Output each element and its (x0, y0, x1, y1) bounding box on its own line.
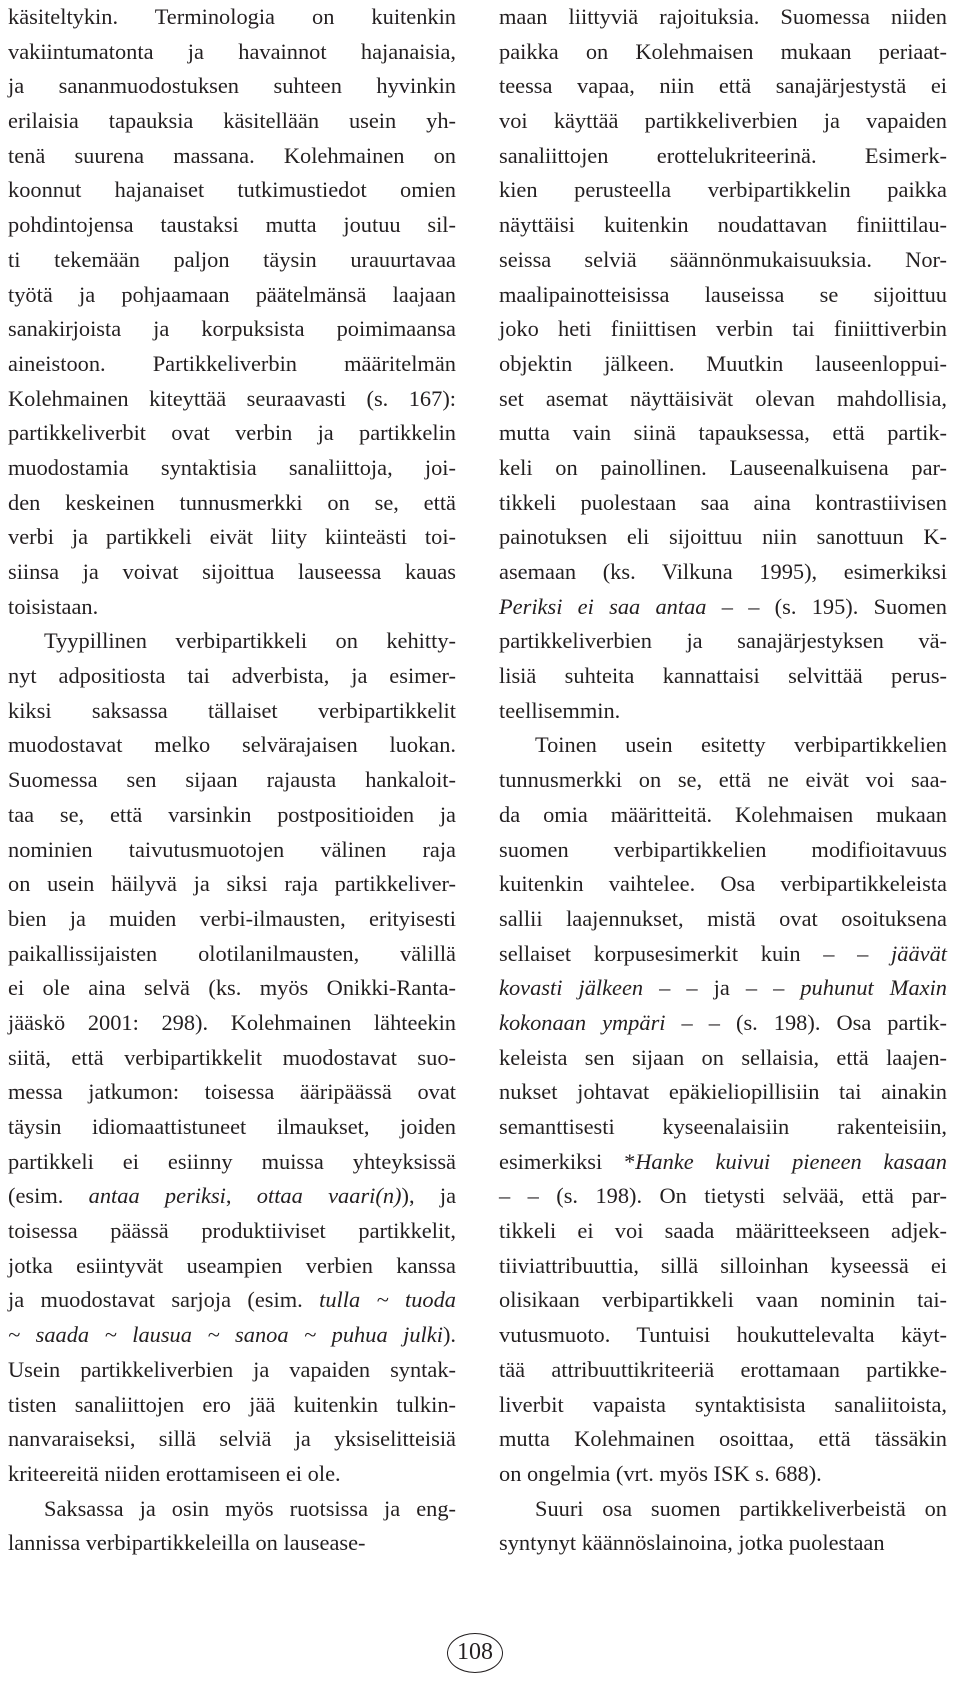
text-line (499, 694, 947, 729)
text-run: on usein häilyvä ja siksi raja partikkeliver- (8, 871, 456, 897)
text-run: kiksi saksassa tällaiset verbipartikkelit (8, 697, 456, 723)
text-line (499, 1492, 947, 1527)
text-run: – – (s. 198). Osa partik- (665, 1009, 947, 1035)
italic-example: ~ saada ~ lausua ~ sanoa ~ puhua julki (8, 1322, 443, 1348)
text-line (8, 694, 456, 729)
text-run: maan liittyviä rajoituksia. Suomessa niiden (499, 4, 947, 29)
text-line (499, 451, 947, 486)
text-run: toisistaan. (8, 593, 99, 619)
text-line (499, 1179, 947, 1214)
text-run: – – ja – – (643, 975, 801, 1001)
text-run: olisikaan verbipartikkeli vaan nominin tai- (499, 1287, 947, 1313)
text-run: ja sananmuodostuksen suhteen hyvinkin (8, 73, 456, 99)
text-run: liverbit vapaista syntaktisista sanaliitoista, (499, 1391, 947, 1417)
text-line (499, 35, 947, 70)
text-line (8, 1492, 456, 1527)
text-line (8, 243, 456, 278)
text-line (8, 382, 456, 417)
text-line (8, 0, 456, 35)
text-line (8, 1457, 456, 1492)
text-run: nominien taivutusmuotojen välinen raja (8, 836, 456, 862)
text-run: Tyypillinen verbipartikkeli on kehitty- (44, 628, 456, 654)
text-line (499, 902, 947, 937)
text-line (8, 312, 456, 347)
text-line (499, 763, 947, 798)
text-line (8, 659, 456, 694)
text-run: asemaan (ks. Vilkuna 1995), esimerkiksi (499, 559, 947, 584)
italic-example: ottaa vaari(n) (256, 1183, 402, 1209)
text-line (8, 35, 456, 70)
text-line (499, 104, 947, 139)
text-run: (esim. (8, 1183, 89, 1209)
page-number: 108 (447, 1633, 503, 1673)
text-run: lannissa verbipartikkeleilla on lausease- (8, 1530, 366, 1556)
text-line (499, 555, 947, 590)
text-run: ). (442, 1322, 456, 1348)
text-run: nanvaraiseksi, sillä selviä ja yksiselitteisiä (8, 1426, 456, 1452)
text-run: teellisemmin. (499, 697, 621, 723)
text-run: den keskeinen tunnusmerkki on se, että (8, 489, 456, 515)
text-run: koonnut hajanaiset tutkimustiedot omien (8, 177, 456, 203)
text-line (499, 798, 947, 833)
text-line (8, 486, 456, 521)
italic-example: antaa periksi (88, 1183, 226, 1209)
text-line (499, 382, 947, 417)
text-run: nyt adpositiosta tai adverbista, ja esimer- (8, 663, 456, 689)
left-column (8, 0, 456, 1561)
text-line (8, 520, 456, 555)
text-line (499, 0, 947, 35)
text-run: tikkeli puolestaan saa aina kontrastiivisen (499, 489, 947, 515)
text-run: esimerkiksi * (499, 1148, 636, 1174)
text-run: sallii laajennukset, mistä ovat osoituksena (499, 905, 947, 931)
italic-example: puhunut Maxin (800, 975, 948, 1001)
text-run: tikkeli ei voi saada määritteekseen adjek- (499, 1218, 947, 1244)
text-run: sanaliittojen erottelukriteerinä. Esimerk- (499, 142, 947, 168)
text-line (8, 1145, 456, 1180)
text-run: bien ja muiden verbi-ilmausten, erityisesti (8, 905, 456, 931)
text-run: verbi ja partikkeli eivät liity kiinteästi toi- (8, 524, 456, 550)
text-run: kriteereitä niiden erottamiseen ei ole. (8, 1460, 341, 1486)
text-line (499, 1353, 947, 1388)
italic-example: Periksi ei saa antaa (499, 593, 707, 619)
text-run: paikallissijaisten olotilanilmausten, välillä (8, 940, 456, 966)
text-run: suomen verbipartikkelien modifioitavuus (499, 836, 947, 862)
text-line (499, 278, 947, 313)
text-run: erilaisia tapauksia käsitellään usein yh- (8, 108, 456, 134)
text-line (8, 1110, 456, 1145)
text-line (499, 590, 947, 625)
text-line (499, 312, 947, 347)
text-run: täysin idiomaattistuneet ilmaukset, joiden (8, 1114, 456, 1139)
text-run: ei ole aina selvä (ks. myös Onikki-Ranta- (8, 975, 456, 1001)
text-run: Usein partikkeliverbien ja vapaiden syntak- (8, 1356, 456, 1382)
text-run: Kolehmainen kiteyttää seuraavasti (s. 167): (8, 385, 456, 411)
italic-example: kovasti jälkeen (499, 975, 644, 1001)
text-run: työtä ja pohjaamaan päätelmänsä laajaan (8, 281, 456, 307)
text-line (8, 1249, 456, 1284)
text-line (8, 1006, 456, 1041)
text-line (499, 1249, 947, 1284)
text-line (499, 486, 947, 521)
text-line (8, 1075, 456, 1110)
text-run: jotka esiintyvät useampien verbien kanssa (8, 1252, 456, 1278)
text-run: siitä, että verbipartikkelit muodostavat suo- (8, 1044, 456, 1070)
text-run: semanttisesti kyseenalaisiin rakenteisiin, (499, 1114, 947, 1139)
italic-example: Hanke kuivui pieneen kasaan (635, 1148, 947, 1174)
text-run: paikka on Kolehmaisen mukaan periaat- (499, 38, 947, 64)
text-run: objektin jälkeen. Muutkin lauseenloppui- (499, 350, 947, 376)
text-run: Toinen usein esitetty verbipartikkelien (535, 732, 947, 758)
text-line (8, 208, 456, 243)
text-run: muodostamia syntaktisia sanaliittoja, joi- (8, 454, 456, 480)
text-line (499, 243, 947, 278)
text-line (499, 833, 947, 868)
text-line (8, 1179, 456, 1214)
text-line (499, 937, 947, 972)
text-run: seissa selviä säännönmukaisuuksia. Nor- (499, 246, 947, 272)
text-line (8, 728, 456, 763)
text-line (8, 1526, 456, 1561)
text-line (8, 416, 456, 451)
text-run: tenä suurena massana. Kolehmainen on (8, 142, 456, 168)
text-run: tää attribuuttikriteeriä erottamaan partikke- (499, 1356, 947, 1382)
text-line (8, 1214, 456, 1249)
text-run: sellaiset korpusesimerkit kuin – – (499, 940, 892, 966)
text-line (499, 971, 947, 1006)
text-run: käsiteltykin. Terminologia on kuitenkin (8, 4, 456, 29)
text-line (499, 659, 947, 694)
text-line (8, 1353, 456, 1388)
text-line (8, 555, 456, 590)
text-line (8, 173, 456, 208)
text-line (499, 1110, 947, 1145)
text-run: siinsa ja voivat sijoittua lauseessa kauas (8, 559, 456, 584)
text-line (499, 1041, 947, 1076)
text-line (499, 69, 947, 104)
italic-example: jäävät (891, 940, 947, 966)
text-line (8, 69, 456, 104)
text-run: keli on painollinen. Lauseenalkuisena par- (499, 454, 947, 480)
text-run: taa se, että varsinkin postpositioiden ja (8, 801, 456, 827)
text-run: keleista sen sijaan on sellaisia, että laajen- (499, 1044, 947, 1070)
text-line (8, 1318, 456, 1353)
text-run: da omia määritteitä. Kolehmaisen mukaan (499, 801, 947, 827)
text-line (499, 1526, 947, 1561)
text-line (8, 104, 456, 139)
text-line (499, 139, 947, 174)
text-run: jääskö 2001: 298). Kolehmainen lähteekin (8, 1009, 456, 1035)
text-run: partikkeli ei esiinny muissa yhteyksissä (8, 1148, 456, 1174)
text-run: painotuksen eli sijoittuu niin sanottuun K- (499, 524, 947, 550)
text-line (499, 1075, 947, 1110)
right-column (499, 0, 947, 1561)
text-line (8, 937, 456, 972)
text-run: partikkeliverbien ja sanajärjestyksen vä- (499, 628, 947, 654)
text-line (8, 590, 456, 625)
text-run: Suomessa sen sijaan rajausta hankaloit- (8, 767, 456, 793)
text-run: näyttäisi kuitenkin noudattavan finiittilau- (499, 212, 947, 238)
text-run: sanakirjoista ja korpuksista poimimaansa (8, 316, 456, 342)
text-line (8, 902, 456, 937)
text-line (499, 416, 947, 451)
text-line (499, 208, 947, 243)
text-run: ja muodostavat sarjoja (esim. (8, 1287, 320, 1313)
text-line (499, 624, 947, 659)
text-line (8, 798, 456, 833)
text-line (8, 867, 456, 902)
text-line (499, 173, 947, 208)
text-line (8, 1388, 456, 1423)
text-run: ti tekemään paljon täysin urauurtavaa (8, 246, 456, 272)
text-run: messa jatkumon: toisessa ääripäässä ovat (8, 1079, 456, 1105)
text-line (499, 1283, 947, 1318)
text-line (499, 1214, 947, 1249)
text-line (8, 278, 456, 313)
text-run: – – (s. 198). On tietysti selvää, että par- (499, 1183, 947, 1209)
text-run: tiiviattribuuttia, sillä silloinhan kyseessä ei (499, 1252, 947, 1278)
text-run: kuitenkin vaihtelee. Osa verbipartikkeleista (499, 871, 947, 897)
text-run: teessa vapaa, niin että sanajärjestystä ei (499, 73, 947, 99)
text-line (499, 1006, 947, 1041)
text-run: lisiä suhteita kannattaisi selvittää perus- (499, 663, 947, 689)
text-run: tisten sanaliittojen ero jää kuitenkin tulkin- (8, 1391, 456, 1417)
text-run: aineistoon. Partikkeliverbin määritelmän (8, 350, 456, 376)
text-line (8, 763, 456, 798)
text-line (8, 347, 456, 382)
text-run: kien perusteella verbipartikkelin paikka (499, 177, 947, 203)
text-line (8, 1283, 456, 1318)
text-run: partikkeliverbit ovat verbin ja partikkelin (8, 420, 456, 446)
text-run: tunnusmerkki on se, että ne eivät voi saa- (499, 767, 947, 793)
text-run: ), ja (401, 1183, 457, 1209)
text-line (499, 1145, 947, 1180)
text-run: vakiintumatonta ja havainnot hajanaisia, (8, 38, 456, 64)
text-run: muodostavat melko selvärajaisen luokan. (8, 732, 456, 758)
text-line (8, 1422, 456, 1457)
text-run: – – (s. 195). Suomen (706, 593, 947, 619)
text-line (499, 1388, 947, 1423)
text-run: mutta vain siinä tapauksessa, että partik- (499, 420, 947, 446)
text-run: Suuri osa suomen partikkeliverbeistä on (535, 1495, 947, 1521)
text-line (499, 1318, 947, 1353)
text-line (499, 728, 947, 763)
text-run: , (225, 1183, 257, 1209)
text-run: pohdintojensa taustaksi mutta joutuu sil- (8, 212, 456, 238)
text-run: voi käyttää partikkeliverbien ja vapaiden (499, 108, 947, 134)
text-run: toisessa päässä produktiiviset partikkelit, (8, 1218, 456, 1244)
text-line (499, 347, 947, 382)
text-line (499, 1457, 947, 1492)
text-line (8, 451, 456, 486)
text-line (8, 624, 456, 659)
text-run: Saksassa ja osin myös ruotsissa ja eng- (44, 1495, 456, 1521)
text-run: set asemat näyttäisivät olevan mahdollisia, (499, 385, 947, 411)
italic-example: tulla ~ tuoda (319, 1287, 456, 1313)
text-line (8, 971, 456, 1006)
text-run: maalipainotteisissa lauseissa se sijoittuu (499, 281, 947, 307)
text-line (499, 520, 947, 555)
text-run: joko heti finiittisen verbin tai finiittiverbin (499, 316, 947, 342)
text-run: nukset johtavat epäkieliopillisiin tai ainakin (499, 1079, 947, 1105)
text-line (499, 1422, 947, 1457)
text-line (8, 833, 456, 868)
text-run: mutta Kolehmainen osoittaa, että tässäkin (499, 1426, 947, 1452)
text-run: syntynyt käännöslainoina, jotka puolestaan (499, 1530, 885, 1556)
text-run: vutusmuoto. Tuntuisi houkuttelevalta käyt- (499, 1322, 947, 1348)
text-line (8, 139, 456, 174)
text-line (8, 1041, 456, 1076)
text-run: on ongelmia (vrt. myös ISK s. 688). (499, 1460, 822, 1486)
text-line (499, 867, 947, 902)
italic-example: kokonaan ympäri (499, 1009, 666, 1035)
